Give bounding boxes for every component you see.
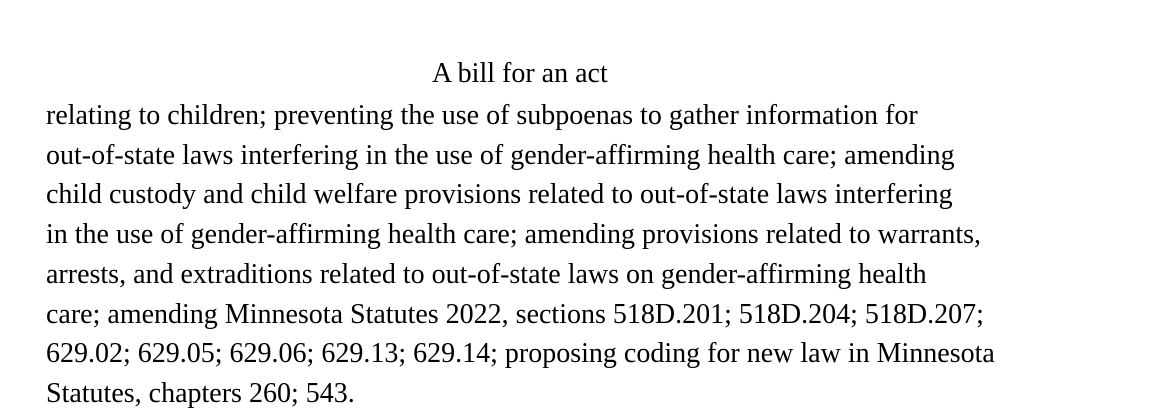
bill-line: care; amending Minnesota Statutes 2022, sections 518D.201; 518D.204; 518D.207; [46, 298, 984, 330]
bill-line: Statutes, chapters 260; 543. [46, 377, 355, 409]
bill-line: in the use of gender-affirming health care; amending provisions related to warrants, [46, 219, 982, 251]
bill-line: child custody and child welfare provisions related to out-of-state laws interfering [46, 179, 953, 211]
bill-line: relating to children; preventing the use of subpoenas to gather information for [46, 100, 918, 131]
bill-description [46, 96, 1156, 414]
bill-line: arrests, and extraditions related to out-of-state laws on gender-affirming health [46, 258, 927, 290]
bill-line: out-of-state laws interfering in the use of gender-affirming health care; amending [46, 139, 955, 171]
bill-title: A bill for an act [432, 58, 608, 89]
bill-line: 629.02; 629.05; 629.06; 629.13; 629.14; proposing coding for new law in Minnesota [46, 338, 995, 370]
